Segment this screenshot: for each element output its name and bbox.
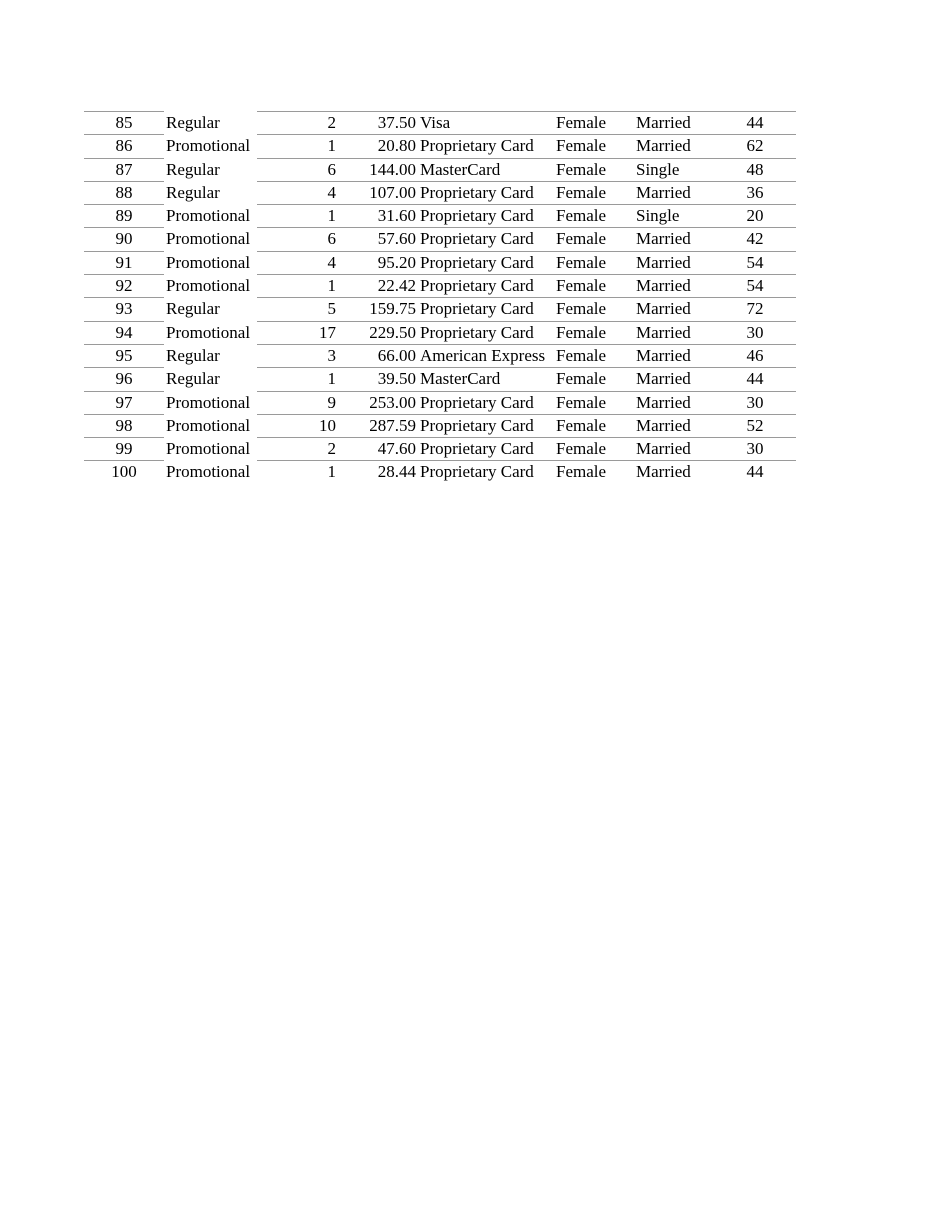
customer-id-cell: 86 (115, 136, 133, 156)
payment-method-cell: Visa (420, 113, 451, 132)
customer-type-cell: Promotional (166, 136, 251, 156)
customer-type-cell: Regular (166, 113, 220, 132)
items-cell: 1 (327, 206, 336, 226)
table-row (84, 437, 796, 460)
table-row (84, 158, 796, 181)
customer-type-cell: Promotional (166, 439, 251, 459)
table-row (84, 391, 796, 414)
age-cell: 46 (746, 345, 764, 365)
items-cell: 9 (327, 392, 336, 412)
items-cell: 17 (319, 322, 336, 342)
customer-id-cell: 91 (115, 252, 133, 272)
marital-status-cell: Married (636, 252, 691, 272)
payment-method-cell: Proprietary Card (420, 415, 534, 435)
net-sales-cell: 57.60 (377, 229, 416, 249)
customer-id-cell: 97 (115, 392, 133, 412)
age-cell: 30 (746, 392, 764, 412)
customer-type-cell: Regular (166, 299, 220, 319)
age-cell: 44 (746, 369, 764, 389)
payment-method-cell: Proprietary Card (420, 136, 534, 156)
customer-type-cell: Promotional (166, 392, 251, 412)
marital-status-cell: Married (636, 229, 691, 249)
net-sales-cell: 37.50 (377, 113, 416, 132)
items-cell: 1 (327, 369, 336, 389)
table-row (84, 251, 796, 274)
marital-status-cell: Married (636, 182, 691, 202)
age-cell: 44 (746, 462, 764, 482)
items-cell: 6 (327, 159, 336, 179)
net-sales-cell: 229.50 (369, 322, 416, 342)
customer-type-cell: Regular (166, 345, 220, 365)
customer-type-cell: Regular (166, 369, 220, 389)
payment-method-cell: Proprietary Card (420, 252, 534, 272)
items-cell: 4 (327, 252, 336, 272)
payment-method-cell: Proprietary Card (420, 322, 534, 342)
gender-cell: Female (556, 415, 607, 435)
customer-type-cell: Regular (166, 159, 220, 179)
items-cell: 1 (327, 136, 336, 156)
items-cell: 10 (319, 415, 336, 435)
net-sales-cell: 159.75 (369, 299, 416, 319)
items-cell: 2 (327, 439, 336, 459)
customer-id-cell: 89 (115, 206, 133, 226)
age-cell: 52 (746, 415, 764, 435)
net-sales-cell: 47.60 (377, 439, 416, 459)
payment-method-cell: MasterCard (420, 369, 501, 389)
age-cell: 54 (746, 252, 764, 272)
gender-cell: Female (556, 462, 607, 482)
marital-status-cell: Married (636, 415, 691, 435)
marital-status-cell: Single (636, 206, 680, 226)
table-row (84, 344, 796, 367)
age-cell: 20 (746, 206, 764, 226)
payment-method-cell: Proprietary Card (420, 299, 534, 319)
customer-id-cell: 90 (115, 229, 133, 249)
items-cell: 1 (327, 462, 336, 482)
customer-type-cell: Promotional (166, 276, 251, 296)
customer-id-cell: 99 (115, 439, 133, 459)
gender-cell: Female (556, 392, 607, 412)
customer-id-cell: 98 (115, 415, 133, 435)
table-row (84, 227, 796, 250)
marital-status-cell: Married (636, 392, 691, 412)
payment-method-cell: Proprietary Card (420, 206, 534, 226)
payment-method-cell: Proprietary Card (420, 276, 534, 296)
payment-method-cell: American Express (420, 345, 546, 365)
customer-id-cell: 85 (115, 113, 133, 132)
gender-cell: Female (556, 369, 607, 389)
items-cell: 3 (327, 345, 336, 365)
customer-type-cell: Promotional (166, 206, 251, 226)
marital-status-cell: Married (636, 136, 691, 156)
customer-id-cell: 100 (111, 462, 137, 482)
net-sales-cell: 31.60 (377, 206, 416, 226)
gender-cell: Female (556, 276, 607, 296)
marital-status-cell: Single (636, 159, 680, 179)
net-sales-cell: 95.20 (377, 252, 416, 272)
table-row (84, 134, 796, 157)
table-row (84, 460, 796, 483)
table-row (84, 274, 796, 297)
net-sales-cell: 287.59 (369, 415, 416, 435)
items-cell: 4 (327, 182, 336, 202)
table-row (84, 367, 796, 390)
payment-method-cell: Proprietary Card (420, 182, 534, 202)
customer-type-cell: Promotional (166, 462, 251, 482)
marital-status-cell: Married (636, 439, 691, 459)
table-row (84, 414, 796, 437)
age-cell: 44 (746, 113, 764, 132)
customer-id-cell: 88 (115, 182, 133, 202)
table-body (84, 111, 796, 484)
net-sales-cell: 39.50 (377, 369, 416, 389)
items-cell: 5 (327, 299, 336, 319)
customer-id-cell: 93 (115, 299, 133, 319)
customer-type-cell: Regular (166, 182, 220, 202)
marital-status-cell: Married (636, 322, 691, 342)
marital-status-cell: Married (636, 276, 691, 296)
age-cell: 48 (746, 159, 764, 179)
age-cell: 36 (746, 182, 764, 202)
customer-type-cell: Promotional (166, 229, 251, 249)
age-cell: 30 (746, 439, 764, 459)
marital-status-cell: Married (636, 345, 691, 365)
spreadsheet-table (84, 111, 796, 484)
gender-cell: Female (556, 136, 607, 156)
table-row (84, 297, 796, 320)
marital-status-cell: Married (636, 369, 691, 389)
gender-cell: Female (556, 252, 607, 272)
gender-cell: Female (556, 322, 607, 342)
payment-method-cell: Proprietary Card (420, 229, 534, 249)
customer-type-cell: Promotional (166, 415, 251, 435)
gender-cell: Female (556, 182, 607, 202)
payment-method-cell: Proprietary Card (420, 439, 534, 459)
net-sales-cell: 28.44 (377, 462, 416, 482)
net-sales-cell: 144.00 (369, 159, 416, 179)
table-row (84, 111, 796, 134)
gender-cell: Female (556, 206, 607, 226)
age-cell: 54 (746, 276, 764, 296)
marital-status-cell: Married (636, 299, 691, 319)
net-sales-cell: 20.80 (377, 136, 416, 156)
age-cell: 72 (746, 299, 764, 319)
gender-cell: Female (556, 439, 607, 459)
gender-cell: Female (556, 159, 607, 179)
net-sales-cell: 66.00 (377, 345, 416, 365)
customer-type-cell: Promotional (166, 322, 251, 342)
customer-type-cell: Promotional (166, 252, 251, 272)
age-cell: 62 (746, 136, 764, 156)
gender-cell: Female (556, 299, 607, 319)
items-cell: 2 (327, 113, 336, 132)
items-cell: 1 (327, 276, 336, 296)
table-row (84, 204, 796, 227)
marital-status-cell: Married (636, 462, 691, 482)
age-cell: 42 (746, 229, 764, 249)
payment-method-cell: MasterCard (420, 159, 501, 179)
customer-id-cell: 92 (115, 276, 133, 296)
customer-id-cell: 87 (115, 159, 133, 179)
age-cell: 30 (746, 322, 764, 342)
customer-id-cell: 94 (115, 322, 133, 342)
gender-cell: Female (556, 113, 607, 132)
table-row (84, 181, 796, 204)
gender-cell: Female (556, 345, 607, 365)
net-sales-cell: 107.00 (369, 182, 416, 202)
payment-method-cell: Proprietary Card (420, 462, 534, 482)
net-sales-cell: 253.00 (369, 392, 416, 412)
items-cell: 6 (327, 229, 336, 249)
marital-status-cell: Married (636, 113, 691, 132)
customer-id-cell: 95 (115, 345, 133, 365)
payment-method-cell: Proprietary Card (420, 392, 534, 412)
net-sales-cell: 22.42 (377, 276, 416, 296)
gender-cell: Female (556, 229, 607, 249)
customer-id-cell: 96 (115, 369, 133, 389)
table-row (84, 321, 796, 344)
